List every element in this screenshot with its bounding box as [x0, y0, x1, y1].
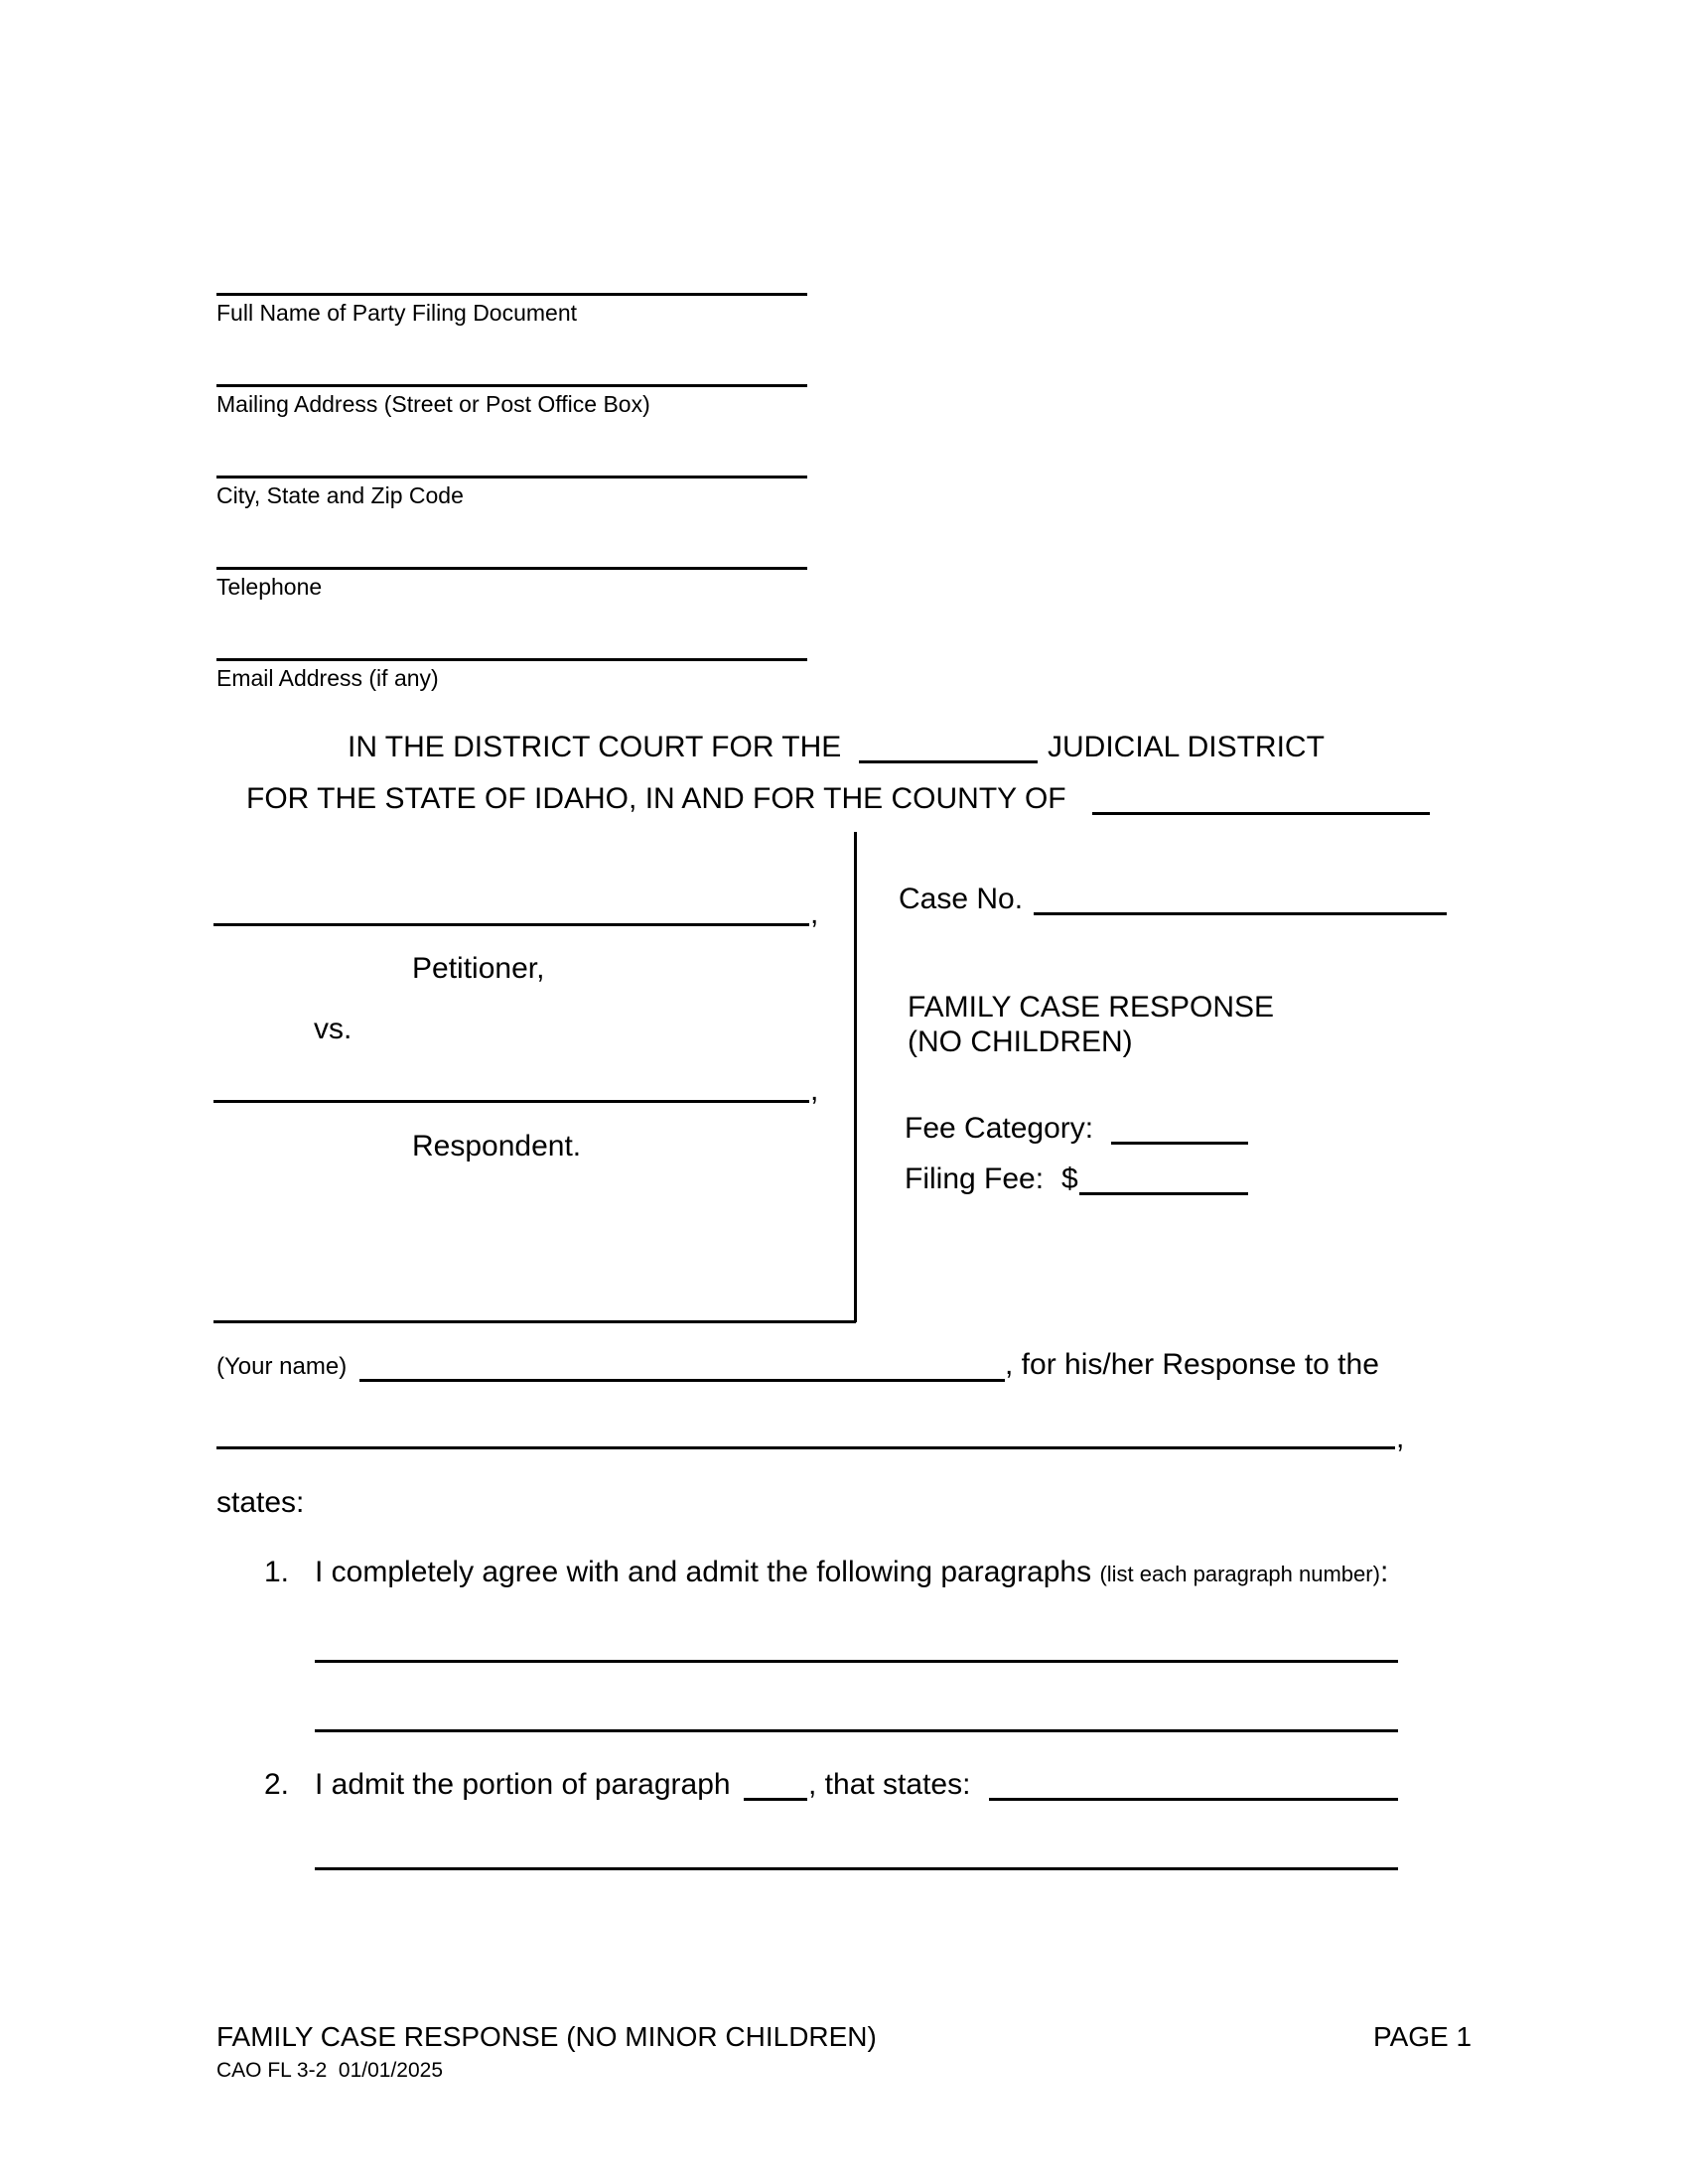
petitioner-comma: , — [810, 897, 819, 930]
caption-bottom-rule — [213, 1320, 856, 1323]
city-state-zip-field[interactable] — [216, 476, 807, 478]
mailing-address-label: Mailing Address (Street or Post Office Box) — [216, 391, 650, 417]
telephone-label: Telephone — [216, 574, 323, 600]
item1-answer-line1[interactable] — [315, 1660, 1398, 1663]
item2-states-field[interactable] — [989, 1798, 1398, 1801]
telephone-field[interactable] — [216, 567, 807, 570]
caption-vertical-divider — [854, 832, 857, 1322]
item1-text-line — [315, 1556, 1388, 1589]
court-line1-prefix: IN THE DISTRICT COURT FOR THE — [348, 731, 842, 763]
versus-label: vs. — [314, 1013, 352, 1045]
item1-number: 1. — [264, 1556, 290, 1588]
court-line1-suffix: JUDICIAL DISTRICT — [1048, 731, 1325, 763]
mailing-address-field[interactable] — [216, 384, 807, 387]
fee-category-label: Fee Category: — [905, 1112, 1094, 1145]
item2-answer-line2[interactable] — [315, 1867, 1398, 1870]
response-to-text: , for his/her Response to the — [1005, 1348, 1379, 1381]
footer-page-number: PAGE 1 — [1373, 2021, 1473, 2052]
petitioner-label: Petitioner, — [412, 952, 545, 985]
item2-paragraph-field[interactable] — [744, 1798, 807, 1801]
respondent-name-field[interactable] — [213, 1100, 809, 1103]
item1-text: I completely agree with and admit the following paragraphs — [315, 1556, 1092, 1588]
item2-text-a: I admit the portion of paragraph — [315, 1768, 731, 1801]
document-title-line2: (NO CHILDREN) — [908, 1025, 1133, 1058]
filing-fee-field[interactable] — [1079, 1192, 1248, 1195]
email-field[interactable] — [216, 658, 807, 661]
footer-form-code: CAO FL 3-2 01/01/2025 — [216, 2059, 444, 2082]
fee-category-field[interactable] — [1111, 1142, 1248, 1145]
filing-fee-currency: $ — [1061, 1162, 1078, 1195]
your-name-label: (Your name) — [216, 1353, 348, 1380]
pleading-trailing-comma: , — [1396, 1422, 1405, 1454]
full-name-field[interactable] — [216, 293, 807, 296]
judicial-district-field[interactable] — [859, 760, 1038, 763]
case-number-field[interactable] — [1034, 912, 1447, 915]
document-title-line1: FAMILY CASE RESPONSE — [908, 991, 1275, 1024]
email-label: Email Address (if any) — [216, 665, 439, 691]
item1-answer-line2[interactable] — [315, 1729, 1398, 1732]
city-state-zip-label: City, State and Zip Code — [216, 482, 464, 508]
item2-text-b: , that states: — [808, 1768, 971, 1801]
filing-fee-label: Filing Fee: — [905, 1162, 1045, 1195]
item1-note: (list each paragraph number) — [1099, 1562, 1380, 1586]
item2-number: 2. — [264, 1768, 290, 1801]
your-name-field[interactable] — [359, 1379, 1005, 1382]
respondent-label: Respondent. — [412, 1130, 582, 1162]
item1-colon: : — [1379, 1556, 1389, 1588]
full-name-label: Full Name of Party Filing Document — [216, 300, 578, 326]
county-field[interactable] — [1092, 812, 1430, 815]
respondent-comma: , — [810, 1074, 819, 1107]
states-label: states: — [216, 1486, 305, 1519]
petitioner-name-field[interactable] — [213, 923, 809, 926]
pleading-title-field[interactable] — [216, 1446, 1395, 1449]
case-number-label: Case No. — [899, 883, 1024, 915]
court-line2-prefix: FOR THE STATE OF IDAHO, IN AND FOR THE COUNTY OF — [246, 782, 1066, 815]
footer-title: FAMILY CASE RESPONSE (NO MINOR CHILDREN) — [216, 2021, 877, 2052]
